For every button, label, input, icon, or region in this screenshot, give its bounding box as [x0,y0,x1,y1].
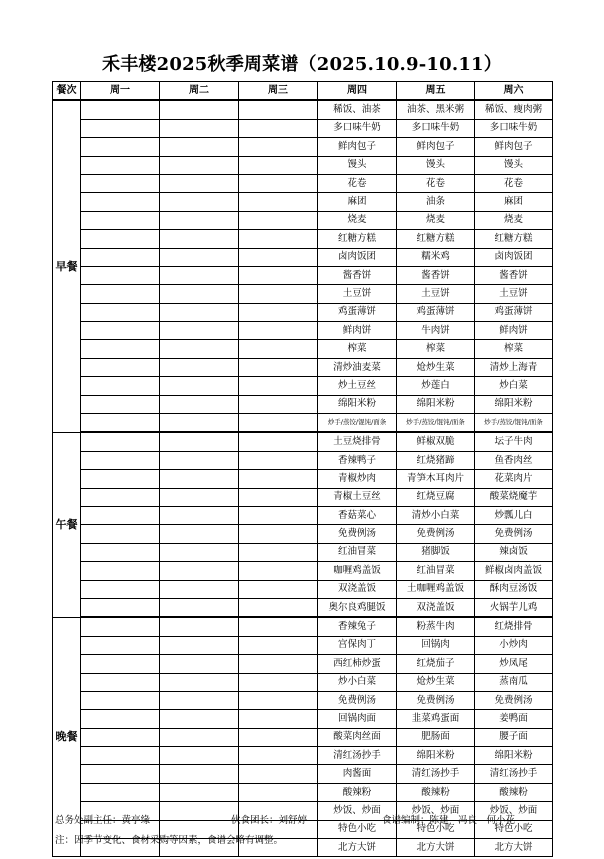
empty-cell [239,617,318,636]
dish-cell: 辣卤饭 [475,543,553,561]
menu-row [53,211,553,229]
dish-cell: 鸡蛋薄饼 [397,303,475,321]
empty-cell [160,636,239,654]
empty-cell [239,322,318,340]
empty-cell [239,414,318,433]
dish-cell: 卤肉饭团 [318,248,397,266]
empty-cell [160,488,239,506]
empty-cell [239,728,318,746]
dish-cell: 花卷 [475,174,553,192]
empty-cell [239,193,318,211]
dish-cell: 鸡蛋薄饼 [475,303,553,321]
dish-cell: 鲜肉饼 [318,322,397,340]
menu-row [53,432,553,451]
menu-row [53,506,553,524]
dish-cell: 酱香饼 [397,266,475,284]
header-wednesday: 周三 [239,82,318,101]
dish-cell: 香辣鸭子 [318,451,397,469]
empty-cell [239,303,318,321]
dish-cell: 糯米鸡 [397,248,475,266]
empty-cell [160,765,239,783]
empty-cell [81,673,160,691]
empty-cell [239,377,318,395]
dish-cell: 免费例汤 [475,525,553,543]
dish-cell: 牛肉饼 [397,322,475,340]
dish-cell: 清红汤抄手 [475,765,553,783]
empty-cell [160,395,239,413]
dish-cell: 炝炒生菜 [397,358,475,376]
dish-cell: 清红汤抄手 [397,765,475,783]
dish-cell: 红烧猪蹄 [397,451,475,469]
dish-cell: 青椒土豆丝 [318,488,397,506]
dish-cell: 绵阳米粉 [475,395,553,413]
empty-cell [81,193,160,211]
menu-row [53,193,553,211]
empty-cell [81,747,160,765]
dish-cell: 红油冒菜 [397,562,475,580]
empty-cell [81,580,160,598]
dish-cell: 红烧豆腐 [397,488,475,506]
dish-cell: 酸辣粉 [318,783,397,801]
empty-cell [81,432,160,451]
dish-cell: 免费例汤 [318,525,397,543]
empty-cell [239,358,318,376]
dish-cell: 北方大饼 [475,839,553,857]
dish-cell: 咖喱鸡盖饭 [318,562,397,580]
empty-cell [239,562,318,580]
menu-row [53,691,553,709]
empty-cell [81,636,160,654]
empty-cell [81,248,160,266]
menu-row [53,636,553,654]
empty-cell [81,138,160,156]
empty-cell [81,470,160,488]
empty-cell [239,340,318,358]
empty-cell [81,691,160,709]
empty-cell [81,285,160,303]
dish-cell: 鱼香肉丝 [475,451,553,469]
menu-row [53,710,553,728]
empty-cell [160,119,239,137]
empty-cell [239,211,318,229]
empty-cell [81,119,160,137]
footer-team-leader: 伙食团长：刘舒婷 [231,815,308,826]
empty-cell [160,470,239,488]
empty-cell [239,248,318,266]
empty-cell [239,451,318,469]
menu-row [53,266,553,284]
menu-row [53,174,553,192]
menu-row [53,248,553,266]
footer-note: 注：因季节变化、食材采购等因素，食谱会略有调整。 [55,835,284,846]
dish-cell: 免费例汤 [397,691,475,709]
empty-cell [160,322,239,340]
empty-cell [160,156,239,174]
empty-cell [160,303,239,321]
dish-cell: 榨菜 [318,340,397,358]
empty-cell [81,100,160,119]
dish-cell: 鲜肉包子 [475,138,553,156]
menu-row [53,322,553,340]
menu-row [53,543,553,561]
menu-row [53,100,553,119]
meal-label: 午餐 [53,432,81,617]
dish-cell: 炒手/蒸饺/馄饨/面条 [318,414,397,433]
dish-cell: 酸辣粉 [397,783,475,801]
empty-cell [160,580,239,598]
empty-cell [81,174,160,192]
empty-cell [160,377,239,395]
dish-cell: 稀饭、瘦肉粥 [475,100,553,119]
dish-cell: 炒饭、炒面 [475,802,553,820]
dish-cell: 北方大饼 [318,839,397,857]
empty-cell [81,598,160,617]
dish-cell: 香菇菜心 [318,506,397,524]
empty-cell [81,525,160,543]
empty-cell [81,765,160,783]
footer-credits [55,815,515,827]
dish-cell: 韭菜鸡蛋面 [397,710,475,728]
menu-row [53,580,553,598]
footer-director: 总务处副主任：黄亭缘 [55,815,151,826]
menu-row [53,156,553,174]
dish-cell: 酸菜肉丝面 [318,728,397,746]
empty-cell [239,266,318,284]
menu-row [53,451,553,469]
dish-cell: 麻团 [475,193,553,211]
empty-cell [81,506,160,524]
menu-row [53,617,553,636]
dish-cell: 土豆烧排骨 [318,432,397,451]
dish-cell: 鲜椒卤肉盖饭 [475,562,553,580]
empty-cell [239,783,318,801]
dish-cell: 酱香饼 [475,266,553,284]
header-tuesday: 周二 [160,82,239,101]
dish-cell: 多口味牛奶 [397,119,475,137]
empty-cell [160,340,239,358]
menu-row [53,598,553,617]
empty-cell [81,783,160,801]
empty-cell [239,655,318,673]
empty-cell [160,710,239,728]
dish-cell: 多口味牛奶 [318,119,397,137]
menu-row [53,358,553,376]
empty-cell [160,506,239,524]
empty-cell [81,562,160,580]
dish-cell: 多口味牛奶 [475,119,553,137]
dish-cell: 酱香饼 [318,266,397,284]
dish-cell: 西红柿炒蛋 [318,655,397,673]
menu-row [53,765,553,783]
dish-cell: 特色小吃 [318,820,397,838]
empty-cell [239,580,318,598]
menu-row [53,138,553,156]
dish-cell: 红油冒菜 [318,543,397,561]
empty-cell [81,211,160,229]
empty-cell [239,119,318,137]
dish-cell: 双浇盖饭 [397,598,475,617]
dish-cell: 鸡蛋薄饼 [318,303,397,321]
empty-cell [81,543,160,561]
menu-row [53,377,553,395]
dish-cell: 绵阳米粉 [318,395,397,413]
menu-row [53,655,553,673]
empty-cell [239,691,318,709]
dish-cell: 特色小吃 [475,820,553,838]
empty-cell [81,322,160,340]
dish-cell: 免费例汤 [397,525,475,543]
empty-cell [160,598,239,617]
empty-cell [160,414,239,433]
dish-cell: 馒头 [397,156,475,174]
dish-cell: 酸辣粉 [475,783,553,801]
header-saturday: 周六 [475,82,553,101]
dish-cell: 油茶、黑米粥 [397,100,475,119]
meal-label: 晚餐 [53,617,81,857]
dish-cell: 鲜椒双脆 [397,432,475,451]
empty-cell [160,783,239,801]
dish-cell: 火锅芋儿鸡 [475,598,553,617]
empty-cell [239,230,318,248]
empty-cell [239,710,318,728]
dish-cell: 香辣兔子 [318,617,397,636]
dish-cell: 清红汤抄手 [318,747,397,765]
dish-cell: 红烧排骨 [475,617,553,636]
dish-cell: 稀饭、油茶 [318,100,397,119]
menu-row [53,395,553,413]
header-meal: 餐次 [53,82,81,101]
dish-cell: 猪脚饭 [397,543,475,561]
header-thursday: 周四 [318,82,397,101]
empty-cell [239,765,318,783]
empty-cell [81,728,160,746]
header-friday: 周五 [397,82,475,101]
empty-cell [160,673,239,691]
menu-row [53,414,553,433]
empty-cell [160,432,239,451]
empty-cell [81,156,160,174]
dish-cell: 烧麦 [397,211,475,229]
dish-cell: 烧麦 [318,211,397,229]
dish-cell: 红糖方糕 [475,230,553,248]
empty-cell [239,636,318,654]
dish-cell: 榨菜 [475,340,553,358]
dish-cell: 烧麦 [475,211,553,229]
dish-cell: 肉酱面 [318,765,397,783]
dish-cell: 炒手/蒸饺/馄饨/面条 [475,414,553,433]
dish-cell: 小炒肉 [475,636,553,654]
menu-row [53,747,553,765]
dish-cell: 花菜肉片 [475,470,553,488]
empty-cell [81,266,160,284]
weekly-menu-table [52,81,553,857]
empty-cell [81,451,160,469]
meal-label: 早餐 [53,100,81,432]
empty-cell [239,673,318,691]
empty-cell [239,174,318,192]
empty-cell [160,655,239,673]
dish-cell: 花卷 [397,174,475,192]
menu-row [53,488,553,506]
empty-cell [160,174,239,192]
menu-row [53,783,553,801]
empty-cell [160,451,239,469]
empty-cell [160,138,239,156]
dish-cell: 炒白菜 [475,377,553,395]
menu-row [53,285,553,303]
dish-cell: 北方大饼 [397,839,475,857]
menu-row [53,470,553,488]
dish-cell: 绵阳米粉 [475,747,553,765]
dish-cell: 鲜肉饼 [475,322,553,340]
dish-cell: 姜鸭面 [475,710,553,728]
dish-cell: 炒手/蒸饺/馄饨/面条 [397,414,475,433]
dish-cell: 麻团 [318,193,397,211]
dish-cell: 炝炒生菜 [397,673,475,691]
empty-cell [81,414,160,433]
empty-cell [239,100,318,119]
empty-cell [160,691,239,709]
empty-cell [239,285,318,303]
empty-cell [160,617,239,636]
empty-cell [81,488,160,506]
dish-cell: 肥肠面 [397,728,475,746]
menu-row [53,340,553,358]
dish-cell: 清炒上海青 [475,358,553,376]
dish-cell: 酸菜烧魔芋 [475,488,553,506]
page-title: 禾丰楼2025秋季周菜谱（2025.10.9-10.11） [102,54,502,75]
footer-compiler: 食谱编制：陈建 冯良 何小花 [382,815,516,826]
empty-cell [160,525,239,543]
empty-cell [239,470,318,488]
empty-cell [239,488,318,506]
empty-cell [239,138,318,156]
empty-cell [81,230,160,248]
empty-cell [160,248,239,266]
dish-cell: 免费例汤 [318,691,397,709]
dish-cell: 土豆饼 [318,285,397,303]
dish-cell: 青笋木耳肉片 [397,470,475,488]
dish-cell: 酥肉豆汤饭 [475,580,553,598]
dish-cell: 鲜肉包子 [318,138,397,156]
dish-cell: 宫保肉丁 [318,636,397,654]
menu-row [53,525,553,543]
dish-cell: 粉蒸牛肉 [397,617,475,636]
empty-cell [81,617,160,636]
empty-cell [160,728,239,746]
empty-cell [160,266,239,284]
menu-row [53,230,553,248]
dish-cell: 卤肉饭团 [475,248,553,266]
empty-cell [239,747,318,765]
empty-cell [81,340,160,358]
dish-cell: 炒凤尾 [475,655,553,673]
dish-cell: 炒瓢儿白 [475,506,553,524]
menu-row [53,673,553,691]
dish-cell: 鲜肉包子 [397,138,475,156]
empty-cell [160,193,239,211]
menu-row [53,728,553,746]
menu-row [53,303,553,321]
dish-cell: 红烧茄子 [397,655,475,673]
header-monday: 周一 [81,82,160,101]
dish-cell: 炒饭、炒面 [318,802,397,820]
dish-cell: 炒莲白 [397,377,475,395]
dish-cell: 坛子牛肉 [475,432,553,451]
menu-row [53,119,553,137]
empty-cell [81,377,160,395]
dish-cell: 清炒油麦菜 [318,358,397,376]
dish-cell: 回锅肉 [397,636,475,654]
empty-cell [239,432,318,451]
dish-cell: 土咖喱鸡盖饭 [397,580,475,598]
empty-cell [160,211,239,229]
empty-cell [239,598,318,617]
dish-cell: 馒头 [318,156,397,174]
empty-cell [239,506,318,524]
dish-cell: 双浇盖饭 [318,580,397,598]
dish-cell: 炒饭、炒面 [397,802,475,820]
menu-row [53,562,553,580]
dish-cell: 腰子面 [475,728,553,746]
dish-cell: 清炒小白菜 [397,506,475,524]
dish-cell: 红糖方糕 [318,230,397,248]
empty-cell [239,543,318,561]
empty-cell [81,710,160,728]
empty-cell [239,156,318,174]
empty-cell [81,303,160,321]
empty-cell [160,230,239,248]
dish-cell: 炒小白菜 [318,673,397,691]
empty-cell [160,543,239,561]
empty-cell [239,525,318,543]
empty-cell [160,358,239,376]
empty-cell [160,285,239,303]
dish-cell: 蒸南瓜 [475,673,553,691]
empty-cell [239,395,318,413]
dish-cell: 土豆饼 [475,285,553,303]
dish-cell: 红糖方糕 [397,230,475,248]
empty-cell [81,655,160,673]
dish-cell: 青椒炒肉 [318,470,397,488]
dish-cell: 榨菜 [397,340,475,358]
dish-cell: 回锅肉面 [318,710,397,728]
dish-cell: 炒土豆丝 [318,377,397,395]
dish-cell: 花卷 [318,174,397,192]
dish-cell: 奥尔良鸡腿饭 [318,598,397,617]
empty-cell [81,358,160,376]
empty-cell [160,100,239,119]
dish-cell: 特色小吃 [397,820,475,838]
dish-cell: 绵阳米粉 [397,395,475,413]
dish-cell: 绵阳米粉 [397,747,475,765]
dish-cell: 免费例汤 [475,691,553,709]
empty-cell [160,747,239,765]
dish-cell: 油条 [397,193,475,211]
dish-cell: 土豆饼 [397,285,475,303]
dish-cell: 馒头 [475,156,553,174]
empty-cell [81,395,160,413]
empty-cell [160,562,239,580]
header-row [53,82,553,101]
